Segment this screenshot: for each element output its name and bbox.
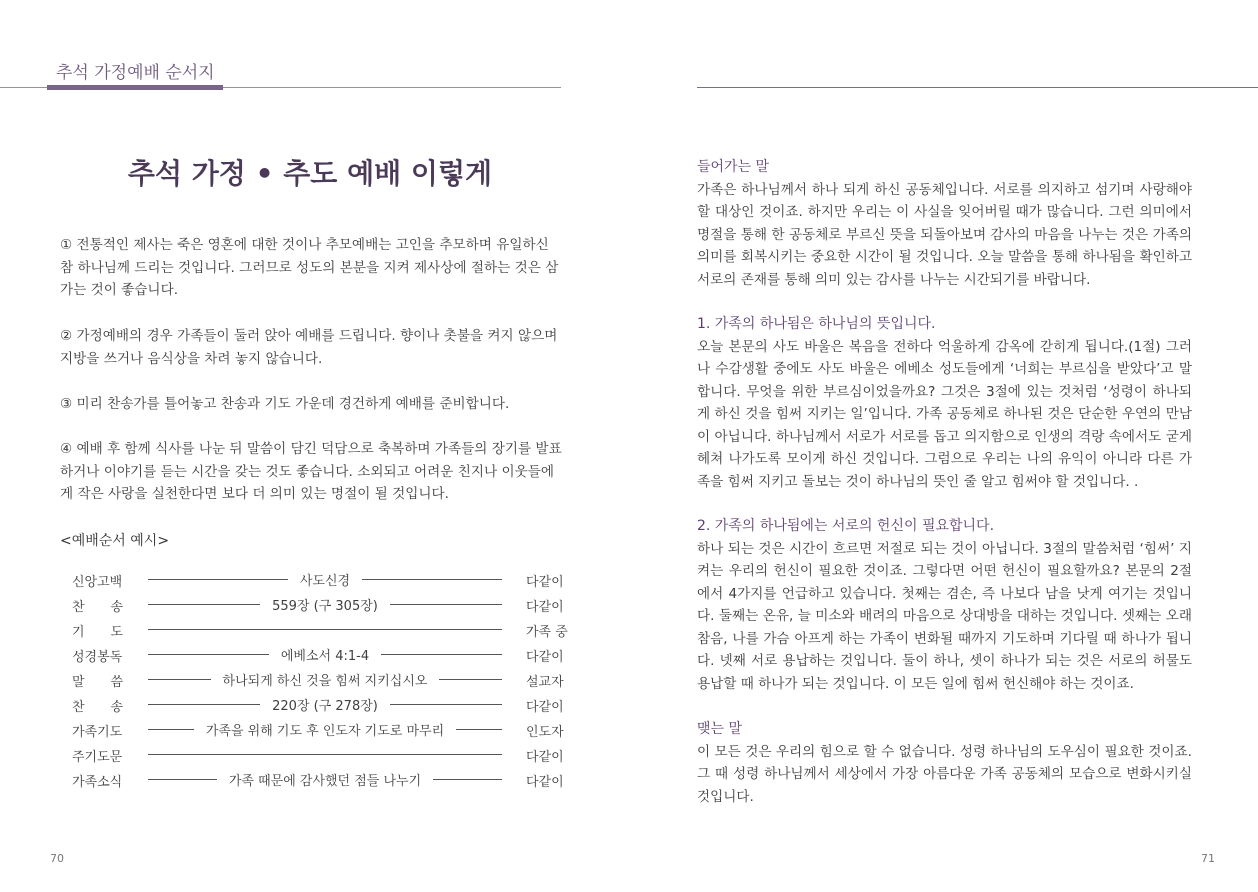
order-label: 기 도 [72,625,124,640]
leader-line [390,704,502,705]
order-label: 찬 송 [72,600,124,615]
order-label: 가족소식 [72,775,123,790]
leader-line [148,779,217,780]
order-label: 신앙고백 [72,575,123,590]
order-label: 찬 송 [72,700,124,715]
section-intro [697,156,1192,291]
order-row-hymn-2 [72,694,568,714]
header-rule-right [697,87,1258,88]
guideline-paragraph-2: ② 가정예배의 경우 가족들이 둘러 앉아 예배를 드립니다. 향이나 촛불을 켜지 않으며 지방을 쓰거나 음식상을 차려 놓지 않습니다. [60,328,558,367]
order-row-scripture [72,644,568,664]
leader-line [439,679,502,680]
section-body: 이 모든 것은 우리의 힘으로 할 수 없습니다. 성령 하나님의 도우심이 필요한 것이죠. 그 때 성령 하나님께서 세상에서 가장 아름다운 가족 공동체의 모습으로 변화시키실 것입니다. [697,743,1192,805]
order-content: 가족 때문에 감사했던 점들 나누기 [228,774,422,789]
guideline-paragraph-1: ① 전통적인 제사는 죽은 영혼에 대한 것이나 추모예배는 고인을 추모하며 유일하신 참 하나님께 드리는 것입니다. 그러므로 성도의 본분을 지켜 제사상에 절하는 것은 삼가는 것이 좋습니다. [60,237,559,299]
running-header-title: 추석 가정예배 순서지 [56,63,215,83]
leader-line [390,604,502,605]
order-label: 가족기도 [72,725,123,740]
order-participant: 다같이 [526,775,564,790]
order-participant: 인도자 [526,725,564,740]
header-rule-accent [47,85,223,90]
order-participant: 가족 중 [526,625,568,640]
leader-line [148,604,260,605]
order-row-creed [72,569,568,589]
order-participant: 다같이 [526,575,564,590]
order-content: 559장 (구 305장) [272,599,378,614]
leader-line [148,754,502,755]
order-label: 말 씀 [72,675,124,690]
page-number-left: 70 [50,852,64,865]
order-participant: 다같이 [526,700,564,715]
section-body: 오늘 본문의 사도 바울은 복음을 전하다 억울하게 감옥에 갇히게 됩니다.(1절) 그러나 수감생활 중에도 사도 바울은 에베소 성도들에게 ‘너희는 부르심을 받았다’고 말합니다. 무엇을 위한 부르심이었을까요? 그것은 3절에 있는 것처럼 ‘성령이 하나되게 하신 것을 힘써 지키는 일’입니다. 가족 공동체로 하나된 것은 단순한 우연의 만남이 아닙니다. 하나님께서 서로가 서로를 돕고 의지함으로 인생의 격랑 속에서도 굳게 헤쳐 나가도록 모이게 하신 것입니다. 그럼으로 우리는 나의 유익이 아니라 다른 가족을 힘써 지키고 돌보는 것이 하나님의 뜻인 줄 알고 힘써야 할 것입니다. . [697,338,1192,490]
leader-line [362,579,502,580]
order-content: 에베소서 4:1-4 [280,649,370,664]
order-row-hymn-1 [72,594,568,614]
leader-line [148,704,260,705]
order-participant: 다같이 [526,750,564,765]
order-content: 사도신경 [299,574,351,589]
guideline-paragraph-3: ③ 미리 찬송가를 틀어놓고 찬송과 기도 가운데 경건하게 예배를 준비합니다. [60,396,510,412]
leader-line [433,779,502,780]
section-body: 가족은 하나님께서 하나 되게 하신 공동체입니다. 서로를 의지하고 섬기며 사랑해야 할 대상인 것이죠. 하지만 우리는 이 사실을 잊어버릴 때가 많습니다. 그런 의미에서 명절을 통해 한 공동체로 부르신 뜻을 되돌아보며 감사의 마음을 나누는 것은 가족의 의미를 회복시키는 중요한 시간이 될 것입니다. 오늘 말씀을 통해 하나됨을 확인하고 서로의 존재를 통해 의미 있는 감사를 나누는 시간되기를 바랍니다. [697,181,1192,288]
order-content: 가족을 위해 기도 후 인도자 기도로 마무리 [205,724,445,739]
page-title: 추석 가정 • 추도 예배 이렇게 [127,157,493,190]
section-heading: 2. 가족의 하나됨에는 서로의 헌신이 필요합니다. [697,518,995,534]
order-participant: 설교자 [526,675,564,690]
order-content: 하나되게 하신 것을 힘써 지키십시오 [222,674,428,689]
leader-line [148,579,288,580]
section-heading: 1. 가족의 하나됨은 하나님의 뜻입니다. [697,316,936,332]
order-label: 주기도문 [72,750,123,765]
order-label: 성경봉독 [72,650,123,665]
order-row-sermon [72,669,568,689]
order-row-lords-prayer [72,744,568,764]
leader-line [148,654,269,655]
order-row-prayer [72,619,568,639]
guideline-paragraph-4: ④ 예배 후 함께 식사를 나눈 뒤 말씀이 담긴 덕담으로 축복하며 가족들의 장기를 발표하거나 이야기를 듣는 시간을 갖는 것도 좋습니다. 소외되고 어려운 친지나 이웃들에게 작은 사랑을 실천한다면 보다 더 의미 있는 명절이 될 것입니다. [60,441,562,503]
order-participant: 다같이 [526,650,564,665]
section-point-1 [697,313,1192,493]
section-heading: 맺는 말 [697,721,743,737]
order-heading: <예배순서 예시> [60,533,170,549]
order-row-family-prayer [72,719,568,739]
leader-line [456,729,502,730]
leader-line [381,654,502,655]
section-conclusion [697,718,1192,808]
order-participant: 다같이 [526,600,564,615]
leader-line [148,679,211,680]
section-point-2 [697,515,1192,695]
leader-line [148,629,502,630]
leader-line [148,729,194,730]
section-body: 하나 되는 것은 시간이 흐르면 저절로 되는 것이 아닙니다. 3절의 말씀처럼 ‘힘써’ 지켜는 우리의 헌신이 필요한 것이죠. 그렇다면 어떤 헌신이 필요할까요? 본문의 2절에서 4가지를 언급하고 있습니다. 첫째는 겸손, 즉 나보다 남을 낫게 여기는 것입니다. 둘째는 온유, 늘 미소와 배려의 마음으로 상대방을 대하는 것입니다. 셋째는 오래 참음, 나를 가슴 아프게 하는 가족이 변화될 때까지 기도하며 기다릴 때 하나가 됩니다. 넷째 서로 용납하는 것입니다. 둘이 하나, 셋이 하나가 되는 것은 서로의 허물도 용납할 때 하나가 되는 것입니다. 이 모든 일에 힘써 헌신해야 하는 것이죠. [697,540,1192,692]
order-content: 220장 (구 278장) [272,699,378,714]
page-number-right: 71 [1201,852,1215,865]
order-row-family-news [72,769,568,789]
section-heading: 들어가는 말 [697,159,770,175]
